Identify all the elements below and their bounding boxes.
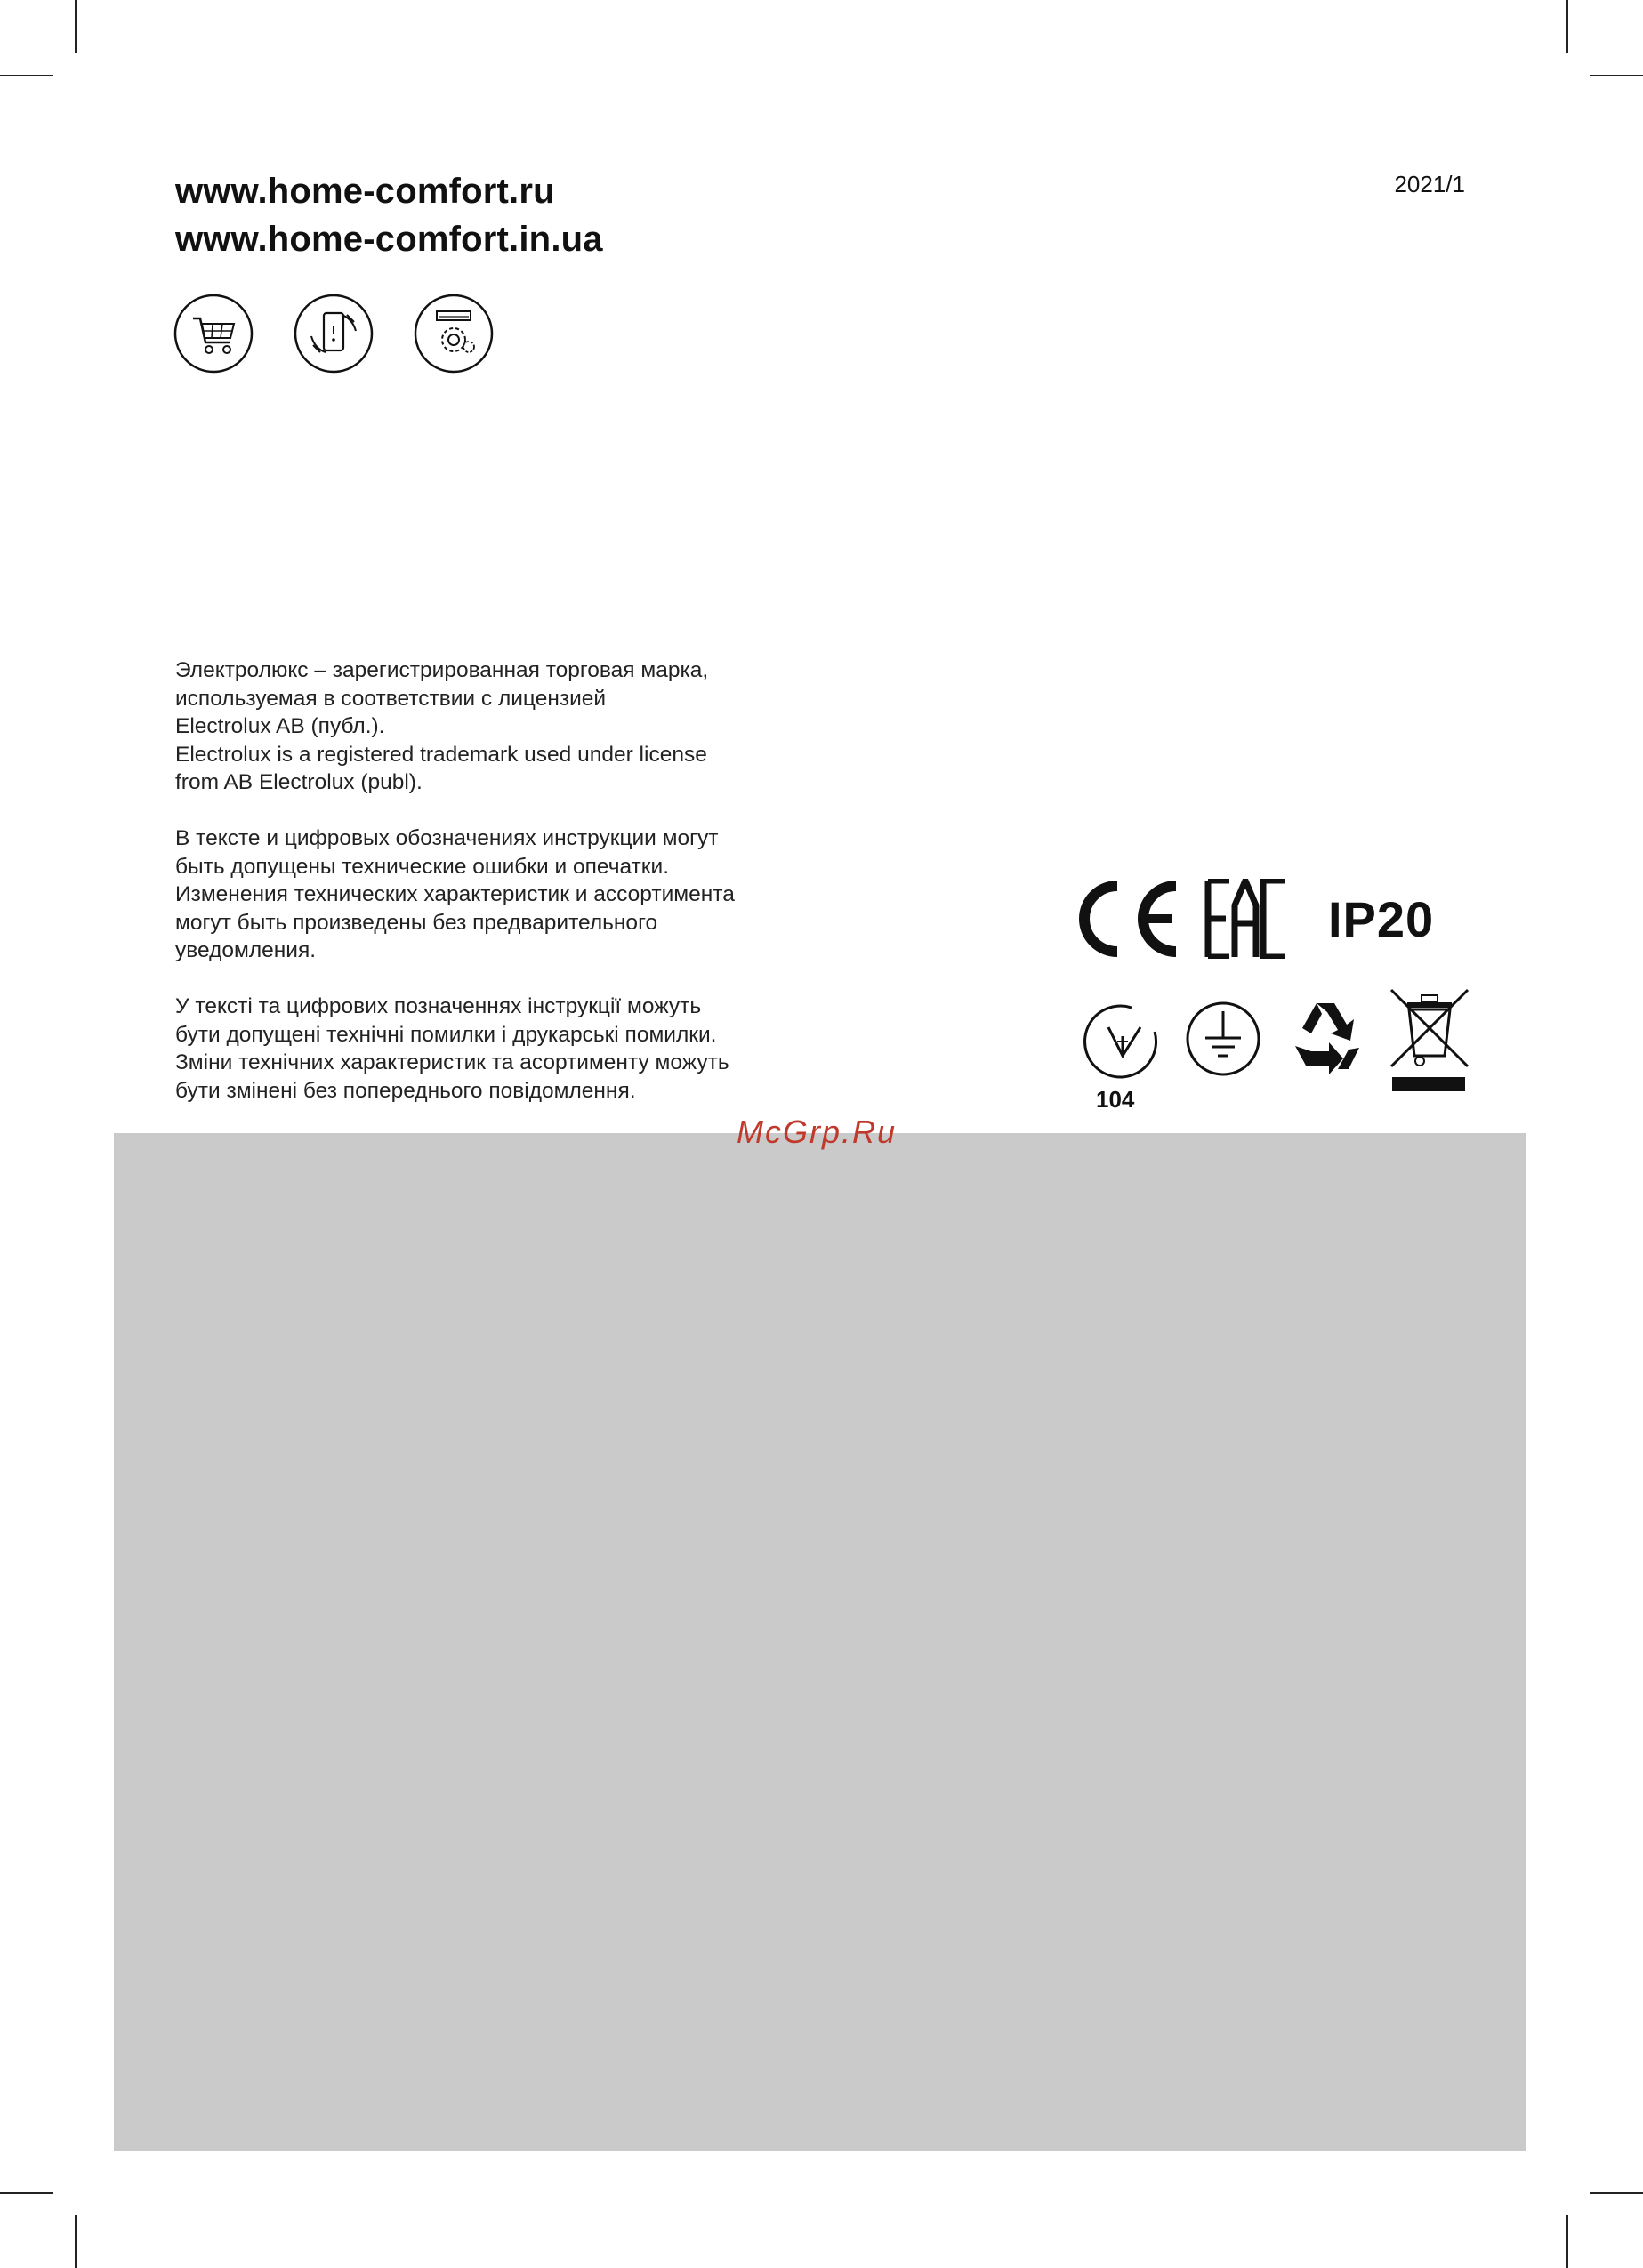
text-line: бути допущені технічні помилки і друкарські помилки. (175, 1022, 717, 1047)
eac-mark-icon (1204, 879, 1289, 959)
phone-service-icon (294, 294, 374, 374)
url-ru[interactable]: www.home-comfort.ru (175, 172, 555, 211)
shopping-cart-icon (173, 294, 254, 374)
text-line: быть допущены технические ошибки и опечатки. (175, 854, 669, 879)
crop-mark (1590, 2192, 1643, 2194)
text-line: уведомления. (175, 938, 317, 962)
disclaimer-ua-paragraph (175, 993, 816, 1105)
crop-mark (0, 75, 53, 76)
crop-mark (75, 0, 77, 53)
crop-mark (75, 2215, 77, 2268)
crop-mark (1566, 2215, 1568, 2268)
crop-mark (0, 2192, 53, 2194)
watermark: McGrp.Ru (737, 1114, 898, 1150)
year-code: 2021/1 (1394, 171, 1465, 197)
text-line: В тексте и цифровых обозначениях инструкции могут (175, 826, 719, 850)
website-urls (175, 167, 603, 263)
safety-marks (1078, 983, 1612, 1121)
text-line: бути змінені без попереднього повідомлення. (175, 1078, 636, 1103)
text-line: from AB Electrolux (publ). (175, 770, 423, 794)
ce-mark-icon (1076, 879, 1183, 959)
crop-mark (1590, 75, 1643, 76)
ukr-conformity-mark-icon (1085, 1006, 1156, 1113)
service-icons (173, 294, 494, 374)
recycle-icon (1295, 1003, 1359, 1074)
text-line: Электролюкс – зарегистрированная торговая марка, (175, 658, 709, 682)
weee-bin-icon (1391, 990, 1468, 1091)
text-line: Зміни технічних характеристик та асортименту можуть (175, 1050, 729, 1074)
legal-text (175, 656, 816, 1133)
trademark-paragraph (175, 656, 816, 797)
url-ua[interactable]: www.home-comfort.in.ua (175, 220, 603, 259)
gray-placeholder-area (114, 1133, 1526, 2151)
text-line: используемая в соответствии с лицензией (175, 686, 607, 711)
text-line: Electrolux AB (публ.). (175, 714, 385, 738)
text-line: Изменения технических характеристик и ассортимента (175, 882, 735, 906)
text-line: Electrolux is a registered trademark used under license (175, 742, 707, 767)
disclaimer-ru-paragraph (175, 824, 816, 965)
crop-mark (1566, 0, 1568, 53)
ip-rating: IP20 (1328, 890, 1435, 947)
text-line: могут быть произведены без предварительного (175, 910, 658, 935)
ukr-mark-number: 104 (1096, 1086, 1135, 1113)
certification-marks (1076, 879, 1434, 959)
settings-gear-icon (414, 294, 494, 374)
ground-symbol-icon (1188, 1003, 1259, 1074)
text-line: У тексті та цифрових позначеннях інструкції можуть (175, 994, 702, 1018)
